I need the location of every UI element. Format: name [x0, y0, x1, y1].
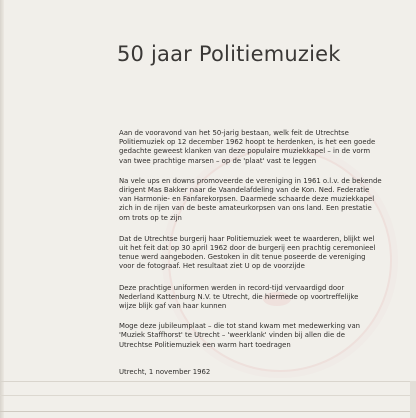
sleeve-left-flap [0, 0, 4, 418]
bottom-flap-edge [0, 395, 416, 396]
paragraph: Moge deze jubileumplaat – die tot stand kwam met medewerking van 'Muziek Staffhorst' te Utrecht – 'weerklank' vinden bij allen die de Utrechtse Politiemuziek een warm hart toedragen [119, 322, 361, 349]
paragraph: Dat de Utrechtse burgerij haar Politiemuziek weet te waarderen, blijkt wel uit het feit dat op 30 april 1962 door de burgerij een prachtig ceremonieel tenue werd aangeboden. Gestoken in dit tenue poseerde de vereniging voor de fotograaf. Het resultaat ziet U op de voorzijde [119, 234, 376, 271]
signoff-date: Utrecht, 1 november 1962 [119, 368, 211, 376]
paragraph: Aan de vooravond van het 50-jarig bestaan, welk feit de Utrechtse Politiemuziek op 12 december 1962 hoopt te herdenken, is het een goede gedachte geweest klanken van deze populaire muziekkapel – in de vorm van twee prachtige marsen – op de 'plaat' vast te leggen [119, 129, 376, 165]
paragraph: Na vele ups en downs promoveerde de vereniging in 1961 o.l.v. de bekende dirigent Mas Bakker naar de Vaandelafdeling van de Kon. Ned. Federatie van Harmonie- en Fanfarekorpsen. Daarmede schaarde deze muziekkapel zich in de rijen van de beste amateurkorpsen van ons land. Een prestatie om trots op te zijn [119, 176, 382, 222]
liner-notes [119, 129, 401, 361]
paragraph: Deze prachtige uniformen werden in record-tijd vervaardigd door Nederland Kattenburg N.V. te Utrecht, die hiermede op voortreffelijke wijze blijk gaf van haar kunnen [119, 283, 359, 311]
bottom-flap-crease [0, 381, 416, 382]
page-title: 50 jaar Politiemuziek [117, 42, 341, 66]
bottom-flap-edge [0, 411, 416, 412]
bottom-right-flap [410, 381, 416, 418]
